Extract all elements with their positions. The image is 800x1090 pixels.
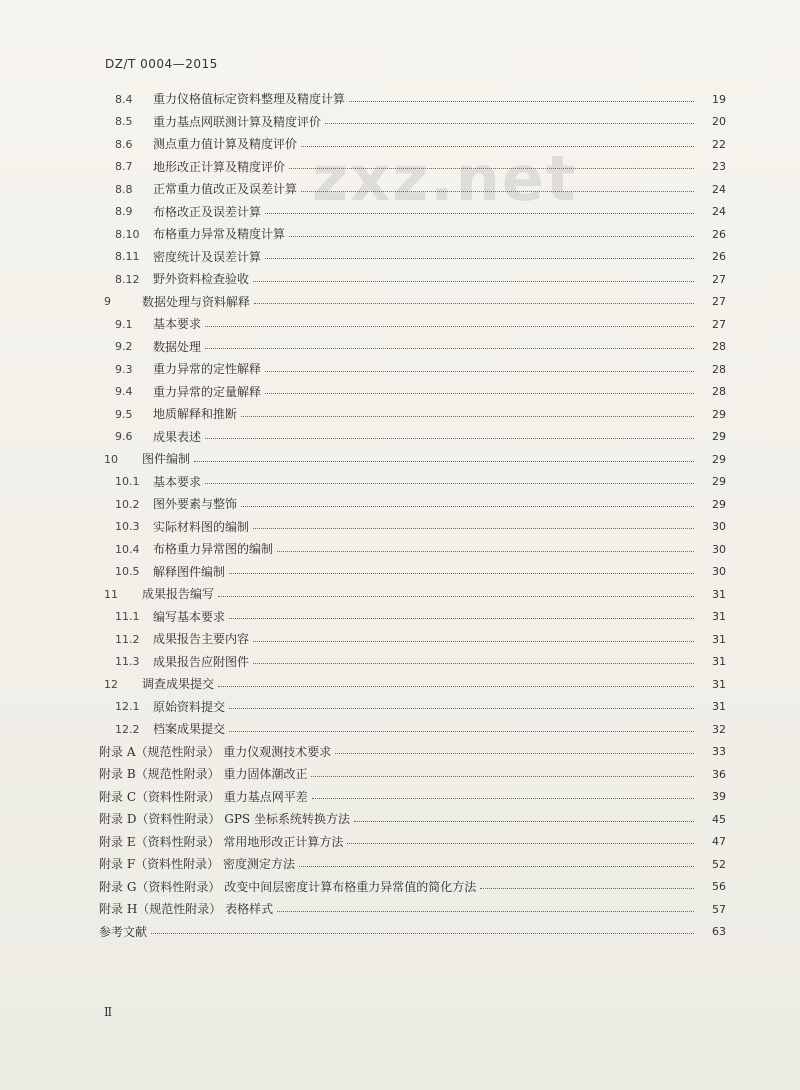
toc-entry[interactable] [0, 246, 800, 269]
toc-entry-title: 原始资料提交 [153, 699, 226, 714]
toc-entry-number: 8.11 [115, 250, 140, 264]
toc-entry[interactable] [0, 651, 800, 674]
toc-entry-page: 57 [712, 902, 726, 916]
toc-entry-title: 成果报告主要内容 [153, 632, 250, 647]
toc-entry[interactable] [0, 921, 800, 944]
toc-entry[interactable] [0, 831, 800, 854]
toc-entry-page: 26 [712, 250, 726, 264]
toc-entry-page: 52 [712, 857, 726, 871]
toc-entry-page: 31 [712, 632, 726, 646]
toc-entry-title: 正常重力值改正及误差计算 [153, 182, 298, 197]
toc-entry[interactable] [0, 426, 800, 449]
toc-entry-page: 26 [712, 227, 726, 241]
dot-leader [229, 573, 694, 574]
toc-entry[interactable] [0, 448, 800, 471]
dot-leader [205, 326, 694, 327]
toc-entry-number: 9.4 [115, 385, 133, 399]
toc-entry-page: 47 [712, 835, 726, 849]
toc-entry-page: 31 [712, 655, 726, 669]
toc-entry-title: 附录 E（资料性附录） 常用地形改正计算方法 [99, 834, 344, 849]
toc-entry[interactable] [0, 718, 800, 741]
toc-entry-number: 12.1 [115, 700, 140, 714]
dot-leader [347, 843, 694, 844]
dot-leader [289, 168, 694, 169]
toc-entry-title: 重力仪格值标定资料整理及精度计算 [153, 92, 346, 107]
toc-entry-title: 调查成果提交 [142, 677, 215, 692]
toc-entry[interactable] [0, 763, 800, 786]
toc-entry[interactable] [0, 133, 800, 156]
toc-entry-number: 9.2 [115, 340, 133, 354]
toc-entry-number: 10.2 [115, 497, 140, 511]
dot-leader [229, 731, 694, 732]
dot-leader [480, 888, 694, 889]
toc-entry-title: 成果报告应附图件 [153, 654, 250, 669]
doc-code-header: DZ/T 0004—2015 [105, 57, 218, 71]
toc-entry-page: 23 [712, 160, 726, 174]
toc-entry-page: 29 [712, 497, 726, 511]
toc-entry-page: 27 [712, 295, 726, 309]
toc-entry-page: 29 [712, 430, 726, 444]
toc-entry[interactable] [0, 786, 800, 809]
dot-leader [253, 528, 694, 529]
toc-entry-page: 28 [712, 340, 726, 354]
toc-entry-title: 附录 H（规范性附录） 表格样式 [99, 902, 274, 917]
toc-entry-number: 12.2 [115, 722, 140, 736]
toc-entry[interactable] [0, 538, 800, 561]
toc-entry-number: 12 [104, 677, 118, 691]
toc-entry-title: 图件编制 [142, 452, 191, 467]
toc-entry-page: 32 [712, 722, 726, 736]
toc-entry-number: 9.1 [115, 317, 133, 331]
toc-entry[interactable] [0, 111, 800, 134]
dot-leader [265, 371, 694, 372]
toc-entry[interactable] [0, 673, 800, 696]
toc-entry[interactable] [0, 336, 800, 359]
dot-leader [265, 213, 694, 214]
toc-entry-title: 附录 D（资料性附录） GPS 坐标系统转换方法 [99, 812, 350, 827]
toc-entry-page: 30 [712, 520, 726, 534]
toc-entry-title: 编写基本要求 [153, 609, 226, 624]
toc-entry[interactable] [0, 628, 800, 651]
toc-entry[interactable] [0, 313, 800, 336]
toc-entry-title: 重力异常的定量解释 [153, 384, 262, 399]
toc-entry-title: 解释图件编制 [153, 564, 226, 579]
toc-entry-page: 22 [712, 137, 726, 151]
toc-entry-page: 29 [712, 407, 726, 421]
toc-entry-title: 附录 G（资料性附录） 改变中间层密度计算布格重力异常值的简化方法 [99, 879, 477, 894]
toc-entry[interactable] [0, 516, 800, 539]
toc-entry-number: 8.10 [115, 227, 140, 241]
dot-leader [253, 641, 694, 642]
toc-entry-page: 19 [712, 92, 726, 106]
dot-leader [229, 708, 694, 709]
toc-entry[interactable] [0, 898, 800, 921]
toc-entry-page: 39 [712, 790, 726, 804]
toc-entry-title: 成果表述 [153, 429, 202, 444]
toc-entry-title: 重力异常的定性解释 [153, 362, 262, 377]
dot-leader [335, 753, 694, 754]
toc-entry-number: 11.1 [115, 610, 140, 624]
dot-leader [241, 506, 694, 507]
toc-entry-title: 布格重力异常图的编制 [153, 542, 274, 557]
toc-entry-title: 布格重力异常及精度计算 [153, 227, 286, 242]
toc-entry[interactable] [0, 156, 800, 179]
dot-leader [354, 821, 694, 822]
toc-entry-page: 31 [712, 587, 726, 601]
table-of-contents [0, 88, 800, 943]
toc-entry-title: 基本要求 [153, 317, 202, 332]
dot-leader [151, 933, 694, 934]
dot-leader [301, 146, 694, 147]
toc-entry-number: 8.5 [115, 115, 133, 129]
toc-entry[interactable] [0, 223, 800, 246]
toc-entry-page: 30 [712, 542, 726, 556]
toc-entry-page: 29 [712, 452, 726, 466]
toc-entry-title: 地质解释和推断 [153, 407, 238, 422]
dot-leader [241, 416, 694, 417]
toc-entry-page: 28 [712, 385, 726, 399]
toc-entry[interactable] [0, 808, 800, 831]
toc-entry-page: 31 [712, 677, 726, 691]
toc-entry-page: 45 [712, 812, 726, 826]
toc-entry-title: 附录 C（资料性附录） 重力基点网平差 [99, 789, 308, 804]
dot-leader [218, 686, 694, 687]
toc-entry-title: 档案成果提交 [153, 722, 226, 737]
toc-entry-number: 10.4 [115, 542, 140, 556]
toc-entry-number: 11.3 [115, 655, 140, 669]
dot-leader [349, 101, 694, 102]
dot-leader [312, 798, 694, 799]
dot-leader [194, 461, 694, 462]
toc-entry-title: 附录 A（规范性附录） 重力仪观测技术要求 [99, 744, 332, 759]
toc-entry[interactable] [0, 493, 800, 516]
dot-leader [229, 618, 694, 619]
toc-entry-page: 29 [712, 475, 726, 489]
toc-entry[interactable] [0, 178, 800, 201]
toc-entry-title: 数据处理 [153, 339, 202, 354]
dot-leader [205, 438, 694, 439]
dot-leader [205, 483, 694, 484]
toc-entry-page: 27 [712, 272, 726, 286]
toc-entry-page: 24 [712, 182, 726, 196]
toc-entry-number: 8.6 [115, 137, 133, 151]
toc-entry[interactable] [0, 741, 800, 764]
toc-entry-number: 11.2 [115, 632, 140, 646]
toc-entry-title: 数据处理与资料解释 [142, 294, 251, 309]
toc-entry-number: 8.7 [115, 160, 133, 174]
toc-entry-number: 8.4 [115, 92, 133, 106]
toc-entry-page: 20 [712, 115, 726, 129]
toc-entry-title: 重力基点网联测计算及精度评价 [153, 114, 322, 129]
toc-entry[interactable] [0, 696, 800, 719]
toc-entry[interactable] [0, 291, 800, 314]
dot-leader [325, 123, 694, 124]
toc-entry-title: 成果报告编写 [142, 587, 215, 602]
dot-leader [299, 866, 694, 867]
toc-entry-page: 36 [712, 767, 726, 781]
toc-entry[interactable] [0, 358, 800, 381]
toc-entry-page: 24 [712, 205, 726, 219]
toc-entry-number: 9.3 [115, 362, 133, 376]
toc-entry-title: 野外资料检查验收 [153, 272, 250, 287]
toc-entry-title: 图外要素与整饰 [153, 497, 238, 512]
dot-leader [265, 393, 694, 394]
dot-leader [301, 191, 694, 192]
toc-entry-page: 63 [712, 925, 726, 939]
toc-entry-title: 基本要求 [153, 474, 202, 489]
toc-entry-title: 地形改正计算及精度评价 [153, 159, 286, 174]
dot-leader [311, 776, 694, 777]
toc-entry-title: 测点重力值计算及精度评价 [153, 137, 298, 152]
toc-entry-title: 参考文献 [99, 924, 148, 939]
toc-entry[interactable] [0, 876, 800, 899]
toc-entry-number: 10 [104, 452, 118, 466]
toc-entry-title: 附录 B（规范性附录） 重力固体潮改正 [99, 767, 308, 782]
toc-entry-title: 密度统计及误差计算 [153, 249, 262, 264]
toc-entry[interactable] [0, 471, 800, 494]
toc-entry-number: 8.9 [115, 205, 133, 219]
dot-leader [253, 281, 694, 282]
toc-entry[interactable] [0, 606, 800, 629]
dot-leader [289, 236, 694, 237]
toc-entry-number: 10.1 [115, 475, 140, 489]
toc-entry-page: 56 [712, 880, 726, 894]
toc-entry-number: 9.5 [115, 407, 133, 421]
dot-leader [218, 596, 694, 597]
toc-entry[interactable] [0, 268, 800, 291]
dot-leader [265, 258, 694, 259]
dot-leader [254, 303, 694, 304]
toc-entry[interactable] [0, 403, 800, 426]
toc-entry-title: 实际材料图的编制 [153, 519, 250, 534]
toc-entry-page: 27 [712, 317, 726, 331]
toc-entry-number: 8.12 [115, 272, 140, 286]
toc-entry[interactable] [0, 201, 800, 224]
page-number-footer: Ⅱ [104, 1005, 113, 1019]
toc-entry-number: 10.3 [115, 520, 140, 534]
toc-entry[interactable] [0, 853, 800, 876]
toc-entry[interactable] [0, 88, 800, 111]
toc-entry[interactable] [0, 381, 800, 404]
dot-leader [253, 663, 694, 664]
toc-entry-number: 10.5 [115, 565, 140, 579]
toc-entry-page: 33 [712, 745, 726, 759]
toc-entry-number: 9.6 [115, 430, 133, 444]
dot-leader [277, 911, 694, 912]
dot-leader [277, 551, 694, 552]
toc-entry-page: 30 [712, 565, 726, 579]
toc-entry[interactable] [0, 583, 800, 606]
toc-entry-number: 8.8 [115, 182, 133, 196]
toc-entry-number: 9 [104, 295, 111, 309]
toc-entry[interactable] [0, 561, 800, 584]
toc-entry-page: 31 [712, 610, 726, 624]
toc-entry-page: 28 [712, 362, 726, 376]
watermark: zxz.net [312, 142, 578, 215]
toc-entry-page: 31 [712, 700, 726, 714]
toc-entry-number: 11 [104, 587, 118, 601]
toc-entry-title: 布格改正及误差计算 [153, 204, 262, 219]
dot-leader [205, 348, 694, 349]
toc-entry-title: 附录 F（资料性附录） 密度测定方法 [99, 857, 295, 872]
